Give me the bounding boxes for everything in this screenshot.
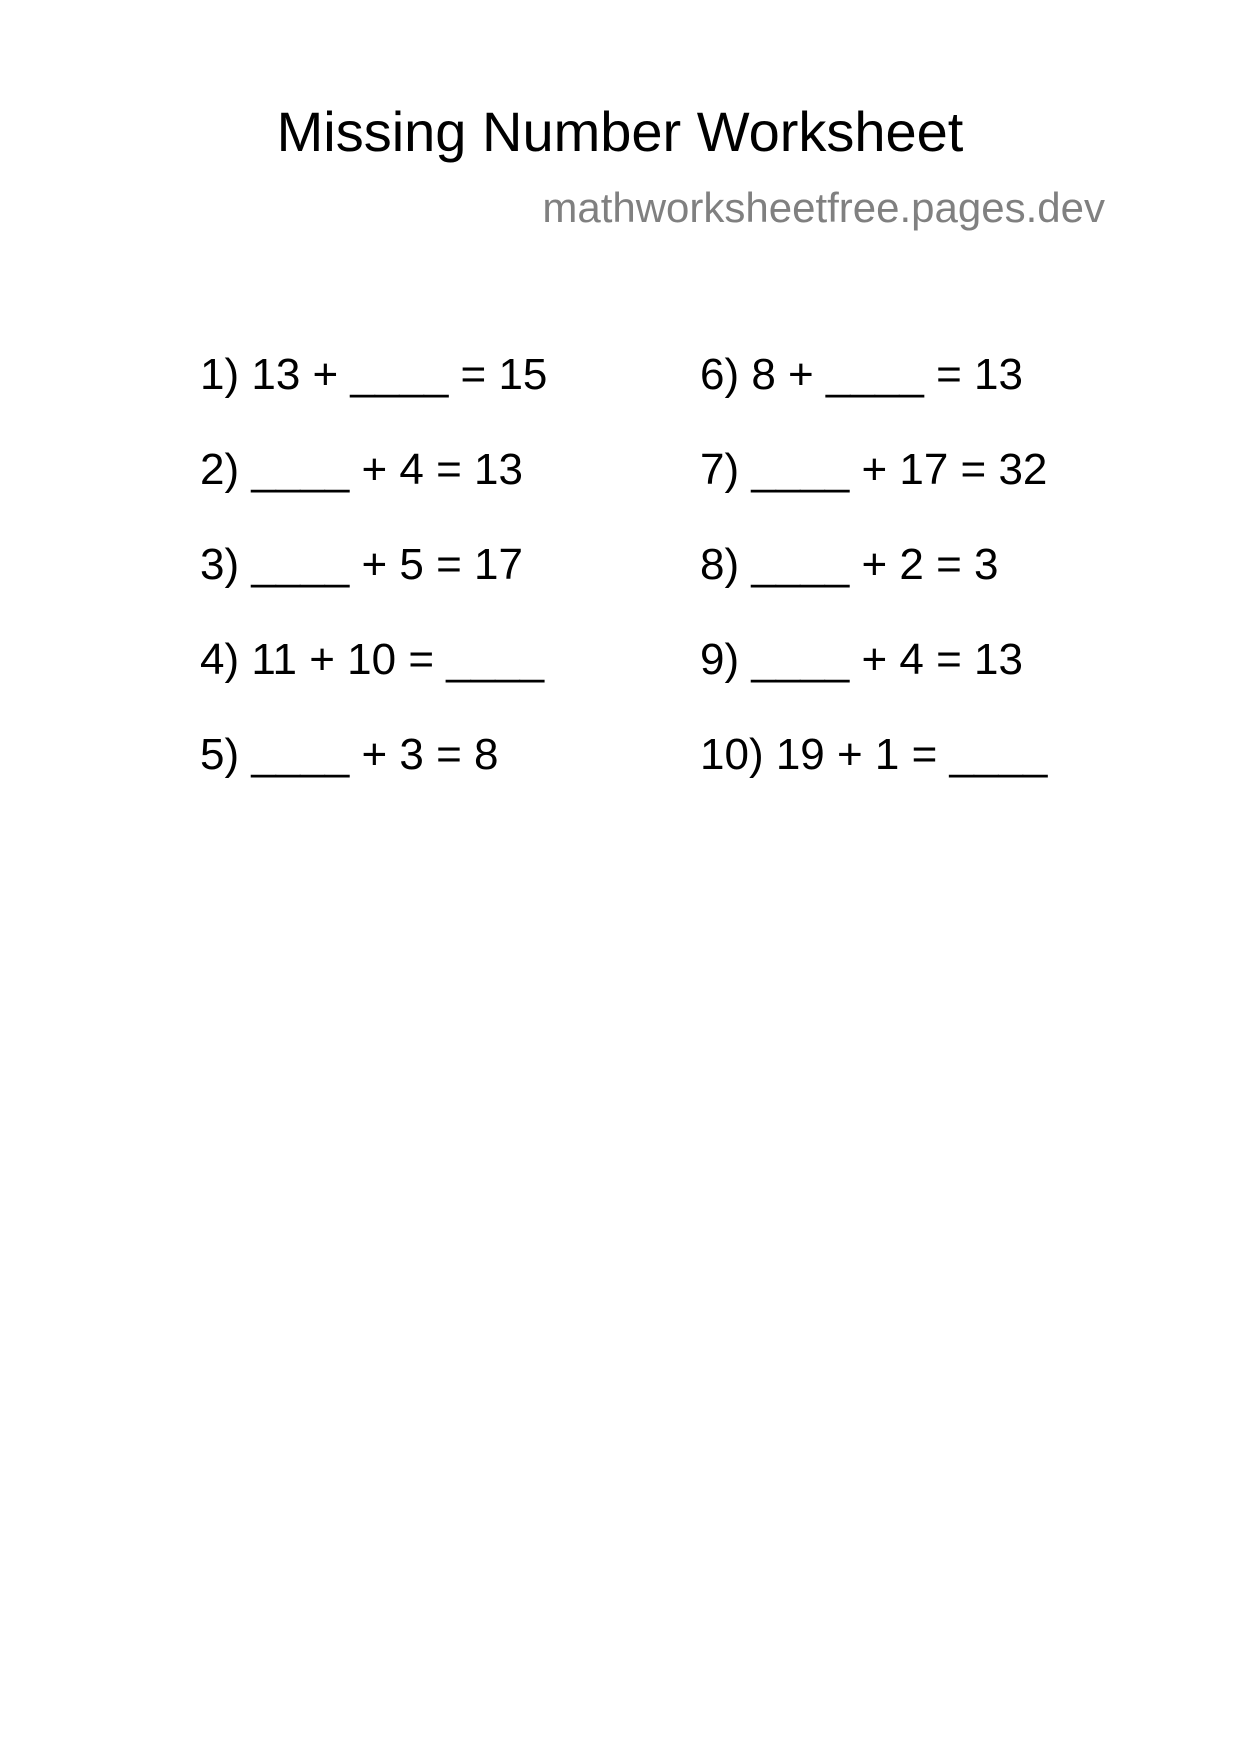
problem-4: 4) 11 + 10 = ____ — [200, 635, 545, 684]
problem-1: 1) 13 + ____ = 15 — [200, 350, 548, 399]
problem-8: 8) ____ + 2 = 3 — [700, 540, 999, 589]
problem-9: 9) ____ + 4 = 13 — [700, 635, 1023, 684]
problem-10: 10) 19 + 1 = ____ — [700, 730, 1048, 779]
problem-2: 2) ____ + 4 = 13 — [200, 445, 523, 494]
problem-5: 5) ____ + 3 = 8 — [200, 730, 499, 779]
problem-7: 7) ____ + 17 = 32 — [700, 445, 1048, 494]
problem-6: 6) 8 + ____ = 13 — [700, 350, 1023, 399]
source-url: mathworksheetfree.pages.dev — [542, 184, 1105, 231]
worksheet-title: Missing Number Worksheet — [276, 100, 964, 163]
problem-3: 3) ____ + 5 = 17 — [200, 540, 523, 589]
